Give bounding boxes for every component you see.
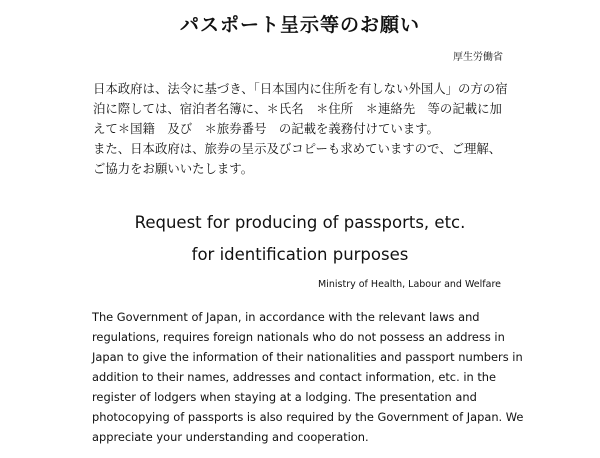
english-body-line: addition to their names, addresses and contact information, etc. in the [92, 370, 497, 384]
japanese-body [93, 79, 513, 179]
japanese-ministry: 厚生労働省 [453, 52, 503, 63]
japanese-paragraph-1: 日本政府は、法令に基づき、「日本国内に住所を有しない外国人」の方の宿泊に際しては、宿泊者名簿に、＊氏名 ＊住所 ＊連絡先 等の記載に加えて＊国籍 及び ＊旅券番号 の記載を義務付けています。 [93, 81, 508, 136]
english-ministry: Ministry of Health, Labour and Welfare [318, 279, 501, 290]
japanese-paragraph-2: また、日本政府は、旅券の呈示及びコピーも求めていますので、ご理解、ご協力をお願いいたします。 [93, 141, 502, 176]
english-title-line-1: Request for producing of passports, etc. [134, 213, 466, 232]
english-body-line: photocopying of passports is also required by the Government of Japan. We [92, 410, 524, 424]
english-body-line: register of lodgers when staying at a lodging. The presentation and [92, 390, 477, 404]
english-body-line: regulations, requires foreign nationals who do not possess an address in [92, 330, 505, 344]
english-body-line: appreciate your understanding and cooperation. [92, 430, 369, 444]
english-title-line-2: for identification purposes [191, 245, 409, 264]
japanese-title: パスポート呈示等のお願い [179, 14, 420, 36]
english-body [92, 307, 524, 447]
english-body-line: The Government of Japan, in accordance with the relevant laws and [92, 310, 480, 324]
english-body-line: Japan to give the information of their nationalities and passport numbers in [92, 350, 523, 364]
